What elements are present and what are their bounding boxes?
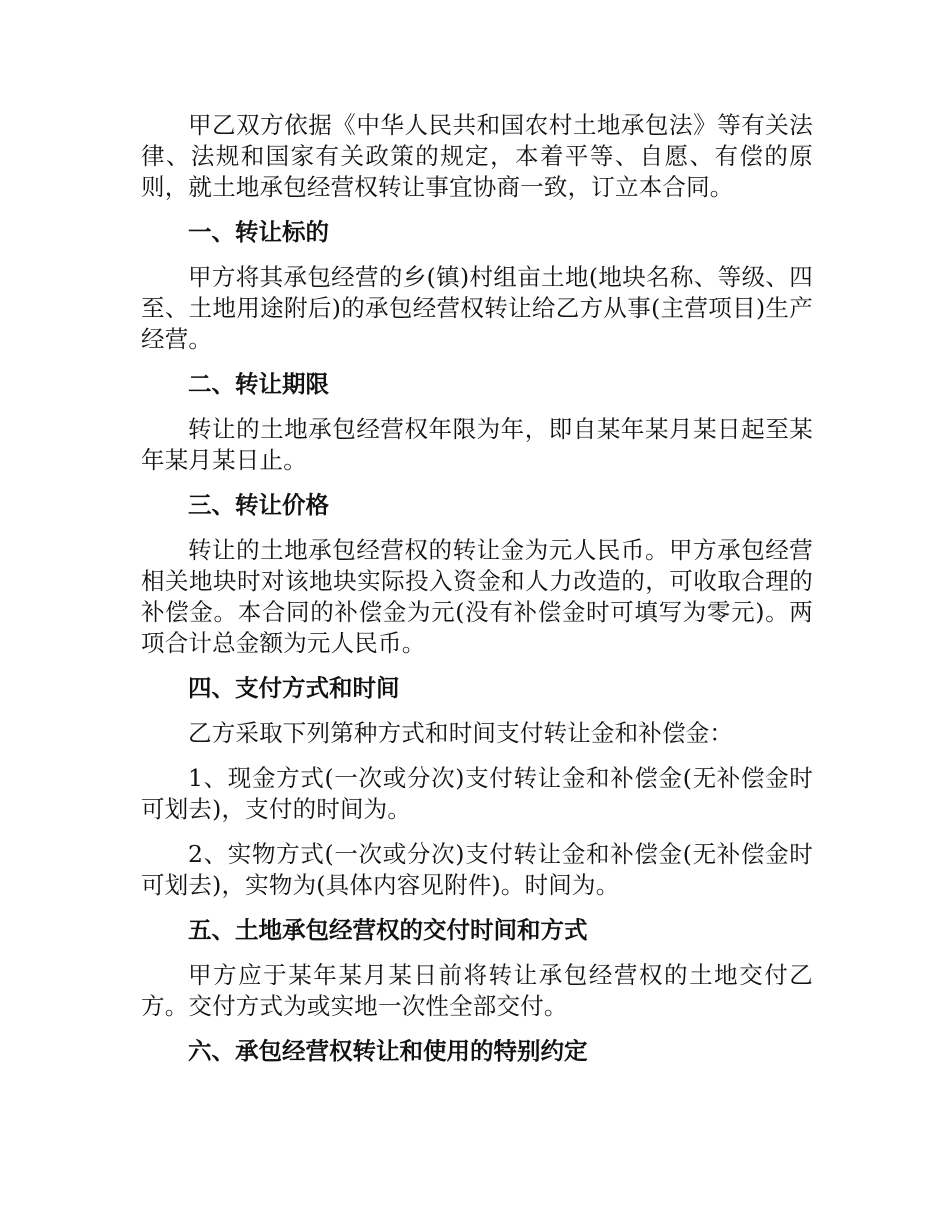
payment-item-goods: 2、实物方式(一次或分次)支付转让金和补偿金(无补偿金时可划去)，实物为(具体内容见附件)。时间为。 <box>141 840 813 899</box>
section-body-transfer-price: 转让的土地承包经营权的转让金为元人民币。甲方承包经营相关地块时对该地块实际投入资金和人力改造的，可收取合理的补偿金。本合同的补偿金为元(没有补偿金时可填写为零元)。两项合计总金额为元人民币。 <box>141 536 813 657</box>
payment-item-cash: 1、现金方式(一次或分次)支付转让金和补偿金(无补偿金时可划去)，支付的时间为。 <box>141 764 813 823</box>
section-heading-transfer-price: 三、转让价格 <box>188 491 329 519</box>
section-body-transfer-term: 转让的土地承包经营权年限为年，即自某年某月某日起至某年某月某日止。 <box>141 415 813 474</box>
section-body-delivery: 甲方应于某年某月某日前将转让承包经营权的土地交付乙方。交付方式为或实地一次性全部交付。 <box>141 961 813 1020</box>
section-heading-transfer-object: 一、转让标的 <box>188 218 329 246</box>
section-heading-transfer-term: 二、转让期限 <box>188 370 329 398</box>
document-body <box>141 110 813 1081</box>
intro-paragraph: 甲乙双方依据《中华人民共和国农村土地承包法》等有关法律、法规和国家有关政策的规定，本着平等、自愿、有偿的原则，就土地承包经营权转让事宜协商一致，订立本合同。 <box>141 111 813 201</box>
section-heading-special-terms: 六、承包经营权转让和使用的特别约定 <box>188 1037 588 1065</box>
section-body-payment: 乙方采取下列第种方式和时间支付转让金和补偿金： <box>188 719 734 747</box>
section-heading-payment: 四、支付方式和时间 <box>188 674 400 702</box>
section-body-transfer-object: 甲方将其承包经营的乡(镇)村组亩土地(地块名称、等级、四至、土地用途附后)的承包经营权转让给乙方从事(主营项目)生产经营。 <box>141 263 813 353</box>
section-heading-delivery: 五、土地承包经营权的交付时间和方式 <box>188 916 588 944</box>
